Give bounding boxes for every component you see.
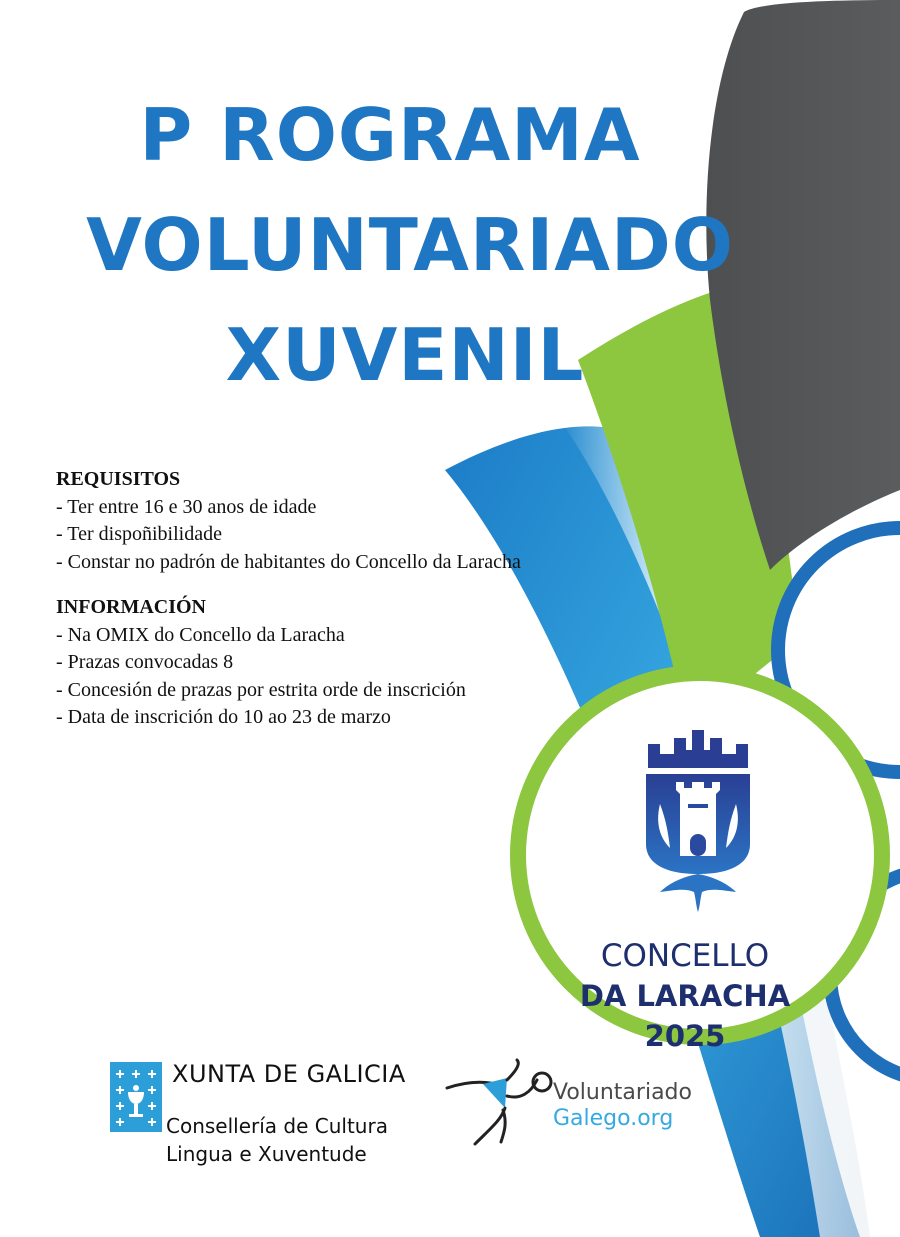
concello-name <box>565 936 805 1056</box>
info-content <box>56 466 656 732</box>
requisitos-heading: REQUISITOS <box>56 468 181 490</box>
list-item: - Na OMIX do Concello da Laracha <box>56 623 345 646</box>
title-line-2: VOLUNTARIADO <box>86 203 734 287</box>
xunta-department-line-1: Consellería de Cultura <box>166 1114 388 1138</box>
voluntariado-galego-logo-icon <box>445 1058 555 1148</box>
concello-year: 2025 <box>644 1019 726 1053</box>
voluntariado-line-1: Voluntariado <box>553 1080 692 1105</box>
concello-crest-icon <box>640 724 756 912</box>
concello-line-2: DA LARACHA <box>579 979 791 1013</box>
voluntariado-galego-wordmark <box>553 1080 692 1132</box>
list-item: - Ter dispoñibilidade <box>56 523 222 545</box>
title-line-1: P ROGRAMA <box>139 93 641 177</box>
xunta-department-line-2: Lingua e Xuventude <box>166 1142 367 1166</box>
xunta-emblem-icon <box>110 1062 162 1132</box>
informacion-heading: INFORMACIÓN <box>56 596 206 618</box>
list-item: - Constar no padrón de habitantes do Concello da Laracha <box>56 550 521 573</box>
list-item: - Data de inscrición do 10 ao 23 de marzo <box>56 706 391 728</box>
requisitos-list <box>56 494 656 577</box>
concello-line-1: CONCELLO <box>600 938 770 974</box>
voluntariado-line-2: Galego.org <box>553 1106 674 1131</box>
list-item: - Prazas convocadas 8 <box>56 651 234 673</box>
informacion-list <box>56 622 656 732</box>
xunta-name: XUNTA DE GALICIA <box>172 1060 406 1088</box>
list-item: - Ter entre 16 e 30 anos de idade <box>56 495 317 518</box>
title-line-3: XUVENIL <box>225 313 585 397</box>
xunta-department <box>166 1112 436 1168</box>
requisitos-section <box>56 466 656 576</box>
list-item: - Concesión de prazas por estrita orde de inscrición <box>56 678 466 701</box>
informacion-section <box>56 594 656 732</box>
